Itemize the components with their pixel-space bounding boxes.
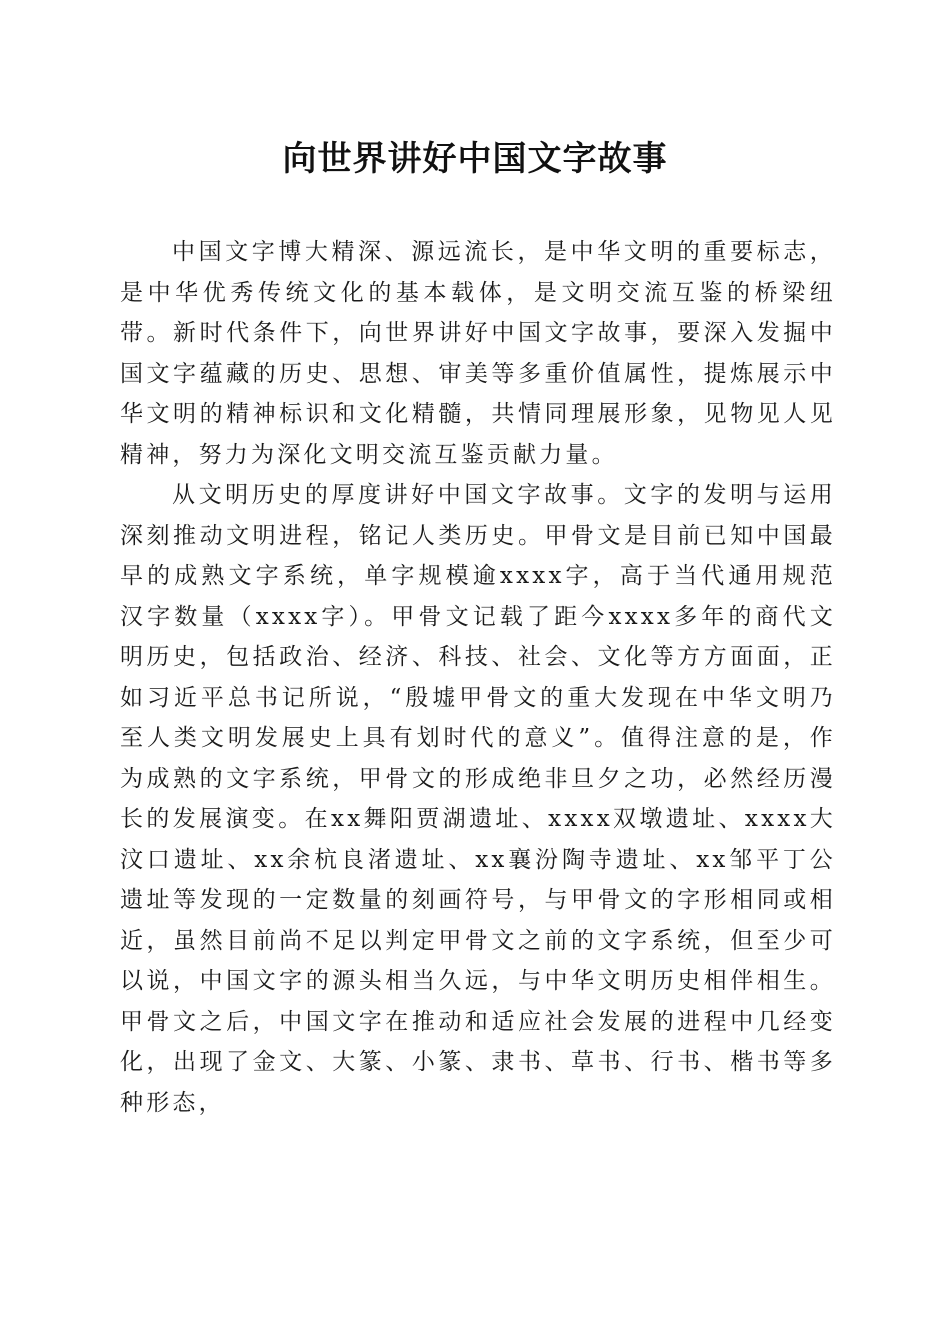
document-title: 向世界讲好中国文字故事: [282, 139, 668, 179]
paragraph-intro: 中国文字博大精深、源远流长，是中华文明的重要标志，是中华优秀传统文化的基本载体，是文明交流互鉴的桥梁纽带。新时代条件下，向世界讲好中国文字故事，要深入发掘中国文字蕴藏的历史、思想、审美等多重价值属性，提炼展示中华文明的精神标识和文化精髓，共情同理展形象，见物见人见精神，努力为深化文明交流互鉴贡献力量。: [120, 239, 836, 468]
paragraph-history: 从文明历史的厚度讲好中国文字故事。文字的发明与运用深刻推动文明进程，铭记人类历史。甲骨文是目前已知中国最早的成熟文字系统，单字规模逾xxxx字，高于当代通用规范汉字数量（xxxx字）。甲骨文记载了距今xxxx多年的商代文明历史，包括政治、经济、科技、社会、文化等方方面面，正如习近平总书记所说，“殷墟甲骨文的重大发现在中华文明乃至人类文明发展史上具有划时代的意义”。值得注意的是，作为成熟的文字系统，甲骨文的形成绝非旦夕之功，必然经历漫长的发展演变。在xx舞阳贾湖遗址、xxxx双墩遗址、xxxx大汶口遗址、xx余杭良渚遗址、xx襄汾陶寺遗址、xx邹平丁公遗址等发现的一定数量的刻画符号，与甲骨文的字形相同或相近，虽然目前尚不足以判定甲骨文之前的文字系统，但至少可以说，中国文字的源头相当久远，与中华文明历史相伴相生。甲骨文之后，中国文字在推动和适应社会发展的进程中几经变化，出现了金文、大篆、小篆、隶书、草书、行书、楷书等多种形态，: [120, 482, 836, 1116]
document-body: [120, 232, 836, 1123]
